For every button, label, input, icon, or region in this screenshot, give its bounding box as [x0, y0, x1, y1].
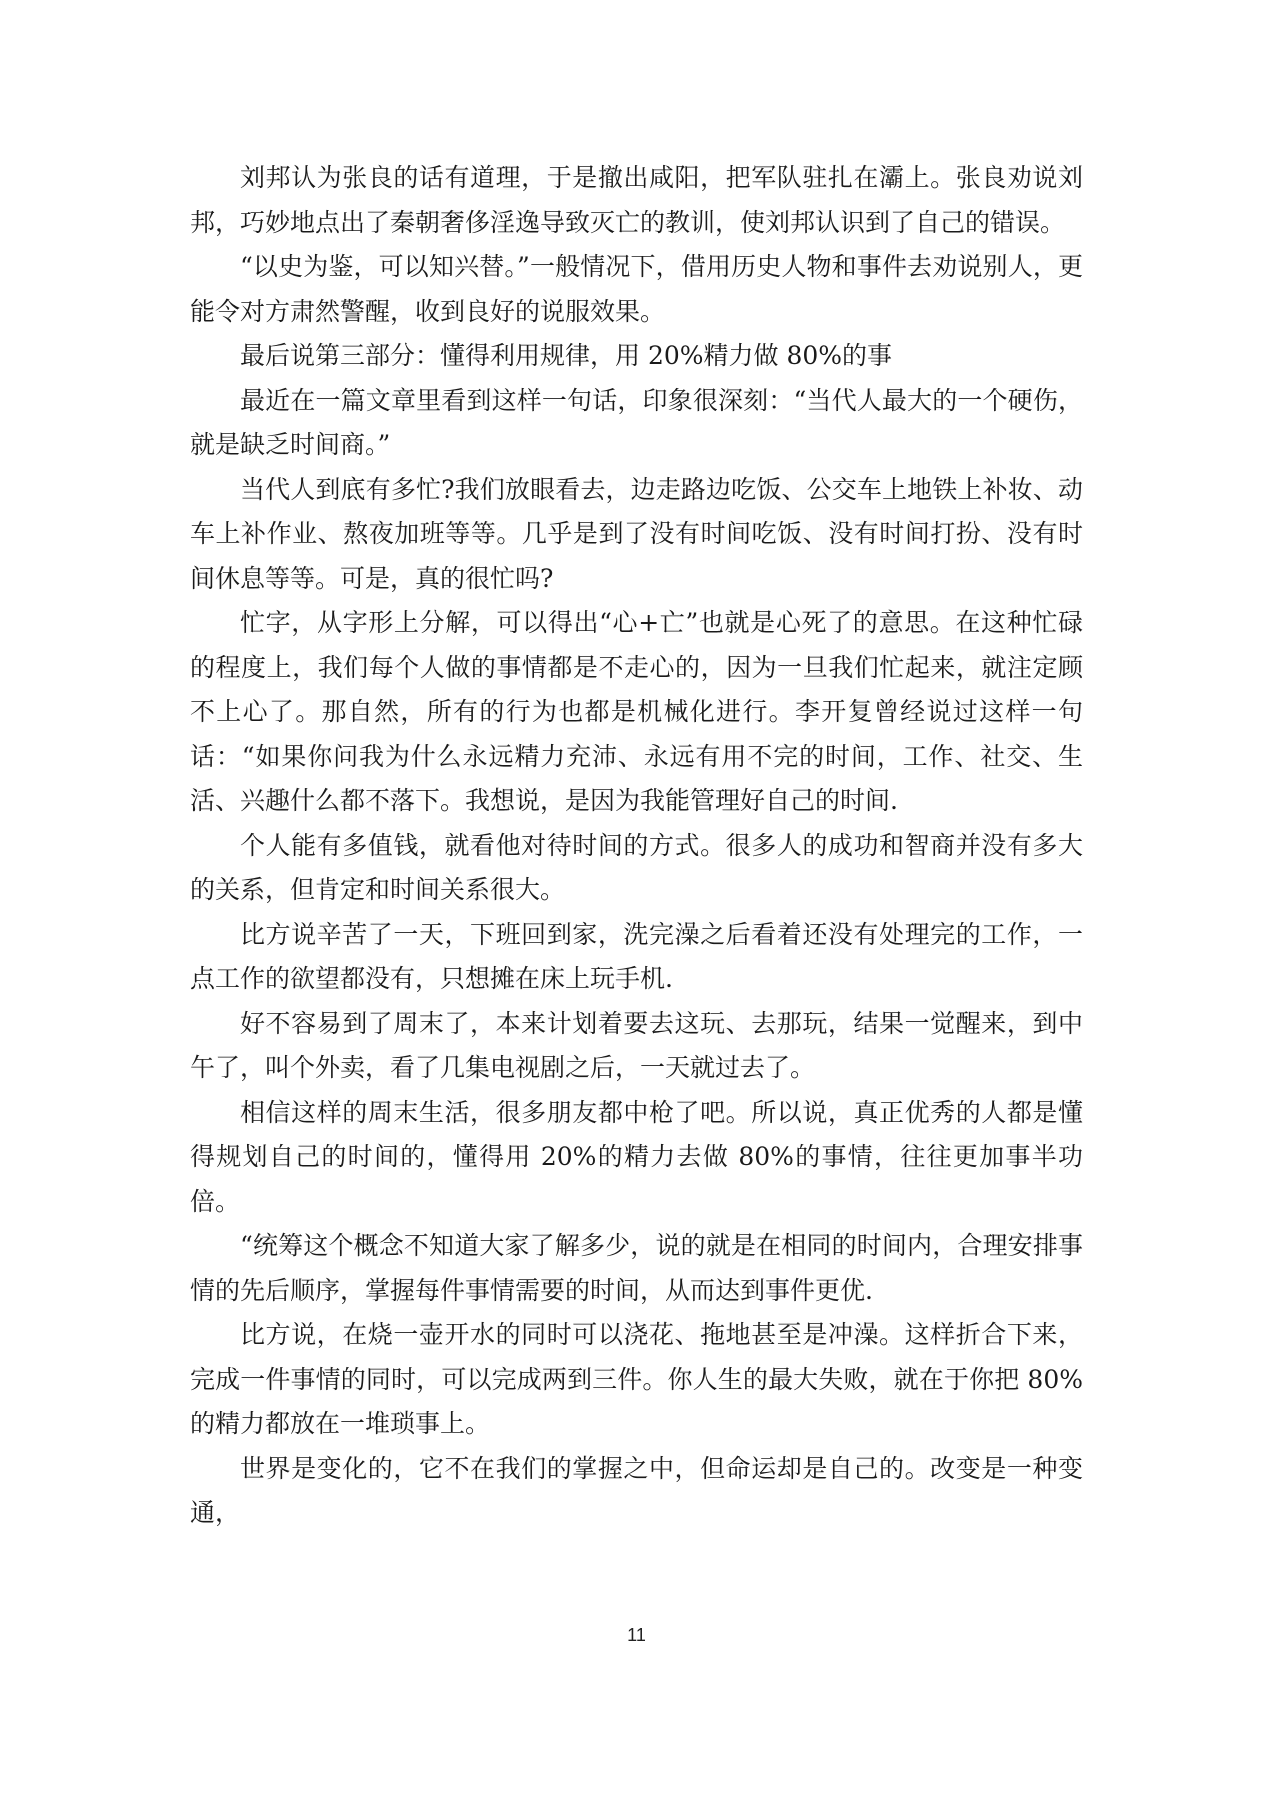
paragraph: 最后说第三部分：懂得利用规律，用 20%精力做 80%的事 [240, 341, 893, 370]
paragraph: 最近在一篇文章里看到这样一句话，印象很深刻：“当代人最大的一个硬伤，就是缺乏时间商。” [190, 385, 1083, 459]
paragraph: 个人能有多值钱，就看他对待时间的方式。很多人的成功和智商并没有多大的关系，但肯定和时间关系很大。 [190, 830, 1083, 904]
paragraph: “统筹这个概念不知道大家了解多少，说的就是在相同的时间内，合理安排事情的先后顺序，掌握每件事情需要的时间，从而达到事件更优. [190, 1231, 1083, 1305]
paragraph: 刘邦认为张良的话有道理，于是撤出咸阳，把军队驻扎在灞上。张良劝说刘邦，巧妙地点出了秦朝奢侈淫逸导致灭亡的教训，使刘邦认识到了自己的错误。 [190, 163, 1083, 237]
body-text [190, 156, 1083, 1536]
paragraph: 当代人到底有多忙?我们放眼看去，边走路边吃饭、公交车上地铁上补妆、动车上补作业、熬夜加班等等。几乎是到了没有时间吃饭、没有时间打扮、没有时间休息等等。可是，真的很忙吗? [190, 474, 1083, 593]
paragraph: 比方说辛苦了一天，下班回到家，洗完澡之后看着还没有处理完的工作，一点工作的欲望都没有，只想摊在床上玩手机. [190, 919, 1083, 993]
paragraph: “以史为鉴，可以知兴替。”一般情况下，借用历史人物和事件去劝说别人，更能令对方肃然警醒，收到良好的说服效果。 [190, 252, 1083, 326]
paragraph: 相信这样的周末生活，很多朋友都中枪了吧。所以说，真正优秀的人都是懂得规划自己的时间的，懂得用 20%的精力去做 80%的事情，往往更加事半功倍。 [190, 1097, 1083, 1216]
paragraph: 忙字，从字形上分解，可以得出“心+亡”也就是心死了的意思。在这种忙碌的程度上，我们每个人做的事情都是不走心的，因为一旦我们忙起来，就注定顾不上心了。那自然，所有的行为也都是机械化进行。李开复曾经说过这样一句话：“如果你问我为什么永远精力充沛、永远有用不完的时间，工作、社交、生活、兴趣什么都不落下。我想说，是因为我能管理好自己的时间. [190, 608, 1083, 815]
page-number: 11 [627, 1625, 646, 1645]
paragraph: 比方说，在烧一壶开水的同时可以浇花、拖地甚至是冲澡。这样折合下来，完成一件事情的同时，可以完成两到三件。你人生的最大失败，就在于你把 80%的精力都放在一堆琐事上。 [190, 1320, 1083, 1438]
paragraph: 好不容易到了周末了，本来计划着要去这玩、去那玩，结果一觉醒来，到中午了，叫个外卖，看了几集电视剧之后，一天就过去了。 [190, 1008, 1083, 1082]
paragraph: 世界是变化的，它不在我们的掌握之中，但命运却是自己的。改变是一种变通， [190, 1453, 1083, 1527]
